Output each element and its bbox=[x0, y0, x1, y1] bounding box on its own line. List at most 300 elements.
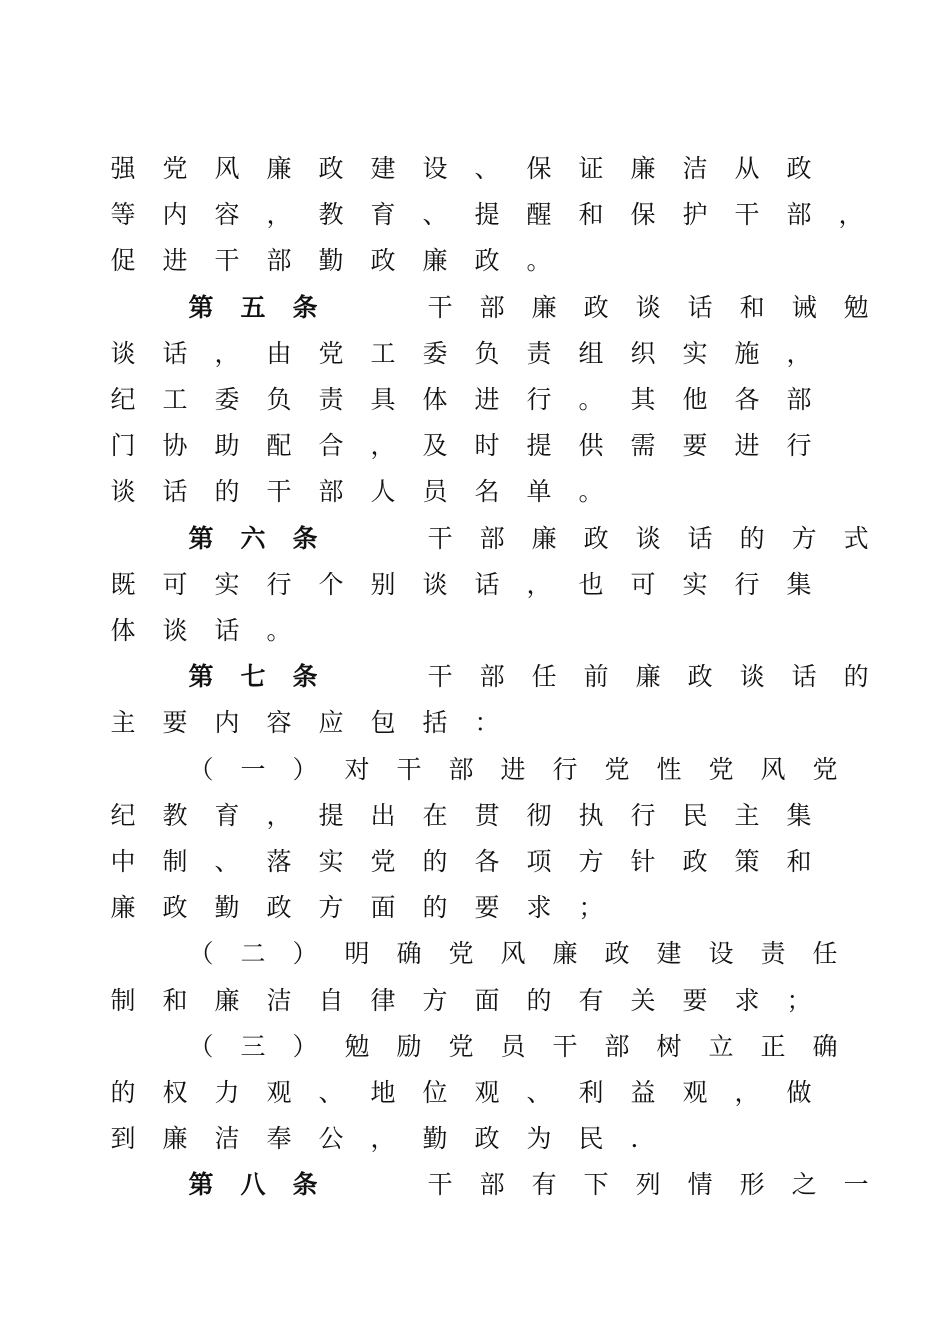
text-char: 确 bbox=[396, 939, 422, 969]
text-char: 个 bbox=[318, 569, 344, 599]
text-char: 进 bbox=[734, 431, 760, 461]
text-char: 洁 bbox=[266, 985, 292, 1015]
text-char: 合 bbox=[318, 431, 344, 461]
text-char: 正 bbox=[760, 1031, 786, 1061]
text-char: 育 bbox=[214, 800, 240, 830]
text-char: 单 bbox=[526, 477, 552, 507]
text-char: 明 bbox=[344, 939, 370, 969]
text-char: 部 bbox=[604, 1031, 630, 1061]
text-char: 进 bbox=[500, 754, 526, 784]
text-char: ） bbox=[292, 754, 318, 784]
text-char: 廉 bbox=[531, 292, 557, 322]
text-char: 部 bbox=[786, 200, 812, 230]
text-char: 干 bbox=[427, 662, 453, 692]
text-char: 责 bbox=[760, 939, 786, 969]
text-char: 和 bbox=[162, 985, 188, 1015]
text-char: 求 bbox=[734, 985, 760, 1015]
article-line bbox=[0, 1162, 950, 1208]
article-heading-char: 第 bbox=[188, 662, 214, 692]
text-char: 体 bbox=[422, 385, 448, 414]
text-char: 设 bbox=[422, 154, 448, 183]
text-line bbox=[0, 146, 950, 192]
text-char: 勉 bbox=[843, 292, 869, 322]
text-char: 确 bbox=[812, 1031, 838, 1061]
text-char: 、 bbox=[526, 1078, 552, 1107]
text-char: 民 bbox=[682, 800, 708, 830]
text-char: ； bbox=[578, 893, 604, 923]
article-heading-char: 条 bbox=[292, 662, 318, 692]
text-char: 强 bbox=[110, 154, 136, 183]
text-char: 方 bbox=[791, 523, 817, 553]
text-char: 干 bbox=[734, 200, 760, 230]
text-char: 集 bbox=[786, 800, 812, 830]
text-char: 政 bbox=[370, 246, 396, 276]
text-char: 部 bbox=[479, 292, 505, 322]
text-line bbox=[0, 377, 950, 423]
text-char: ， bbox=[370, 431, 396, 461]
text-char: 关 bbox=[630, 985, 656, 1015]
text-char: 有 bbox=[578, 985, 604, 1015]
text-char: 话 bbox=[687, 292, 713, 322]
text-char: 党 bbox=[604, 754, 630, 784]
text-char: 地 bbox=[370, 1078, 396, 1107]
text-char: 益 bbox=[630, 1078, 656, 1107]
text-line bbox=[0, 1116, 950, 1162]
text-line bbox=[0, 238, 950, 284]
text-line bbox=[0, 562, 950, 608]
text-char: 从 bbox=[734, 154, 760, 183]
text-char: 党 bbox=[812, 754, 838, 784]
text-char: 门 bbox=[110, 431, 136, 461]
text-char: 的 bbox=[843, 662, 869, 692]
text-char: 话 bbox=[474, 569, 500, 599]
text-char: ， bbox=[370, 1124, 396, 1154]
text-char: 实 bbox=[214, 569, 240, 599]
text-char: 、 bbox=[214, 847, 240, 876]
text-char: 的 bbox=[214, 477, 240, 507]
article-heading-char: 六 bbox=[240, 523, 266, 553]
text-char: 律 bbox=[370, 985, 396, 1015]
text-char: 部 bbox=[448, 754, 474, 784]
text-char: 式 bbox=[843, 523, 869, 553]
text-char: 他 bbox=[682, 385, 708, 414]
text-char: 任 bbox=[812, 939, 838, 969]
text-char: 要 bbox=[474, 893, 500, 923]
text-char: 名 bbox=[474, 477, 500, 507]
article-heading-char: 第 bbox=[188, 1170, 214, 1200]
text-char: 干 bbox=[214, 246, 240, 276]
text-char: ， bbox=[734, 1078, 760, 1107]
text-char: 廉 bbox=[266, 154, 292, 183]
article-heading-char: 八 bbox=[240, 1170, 266, 1200]
text-line bbox=[0, 700, 950, 746]
text-char: 保 bbox=[630, 200, 656, 230]
text-char: 进 bbox=[162, 246, 188, 276]
text-char: 部 bbox=[266, 246, 292, 276]
text-char: 求 bbox=[526, 893, 552, 923]
text-char: 建 bbox=[370, 154, 396, 183]
text-char: 勤 bbox=[214, 893, 240, 923]
text-char: ， bbox=[266, 800, 292, 830]
text-char: 励 bbox=[396, 1031, 422, 1061]
text-char: 员 bbox=[500, 1031, 526, 1061]
text-char: 谈 bbox=[110, 477, 136, 507]
text-char: 话 bbox=[687, 523, 713, 553]
text-char: 责 bbox=[318, 385, 344, 414]
text-char: 醒 bbox=[526, 200, 552, 230]
text-char: 组 bbox=[578, 338, 604, 368]
text-char: 谈 bbox=[635, 523, 661, 553]
text-line bbox=[0, 192, 950, 238]
article-line bbox=[0, 516, 950, 562]
text-char: ， bbox=[838, 200, 864, 230]
text-line bbox=[0, 978, 950, 1024]
text-char: 话 bbox=[162, 338, 188, 368]
text-char: 谈 bbox=[162, 616, 188, 645]
text-char: 织 bbox=[630, 338, 656, 368]
article-heading-char: 条 bbox=[292, 523, 318, 553]
text-char: 的 bbox=[110, 1078, 136, 1107]
text-char: 权 bbox=[162, 1078, 188, 1107]
text-char: 政 bbox=[687, 662, 713, 692]
text-char: 护 bbox=[682, 200, 708, 230]
text-char: 之 bbox=[791, 1170, 817, 1200]
text-char: 部 bbox=[479, 523, 505, 553]
text-line bbox=[0, 423, 950, 469]
text-char: 出 bbox=[370, 800, 396, 830]
text-char: 面 bbox=[370, 893, 396, 923]
text-line bbox=[0, 931, 950, 977]
text-char: 执 bbox=[578, 800, 604, 830]
text-char: （ bbox=[188, 939, 214, 969]
text-char: 和 bbox=[578, 200, 604, 230]
text-char: 教 bbox=[318, 200, 344, 230]
text-char: 各 bbox=[734, 385, 760, 414]
text-char: 干 bbox=[427, 1170, 453, 1200]
text-char: 、 bbox=[318, 1078, 344, 1107]
text-char: 其 bbox=[630, 385, 656, 414]
text-char: 行 bbox=[526, 385, 552, 414]
text-char: ） bbox=[292, 1031, 318, 1061]
text-char: 观 bbox=[682, 1078, 708, 1107]
text-char: 干 bbox=[427, 292, 453, 322]
text-char: 部 bbox=[479, 662, 505, 692]
text-char: 行 bbox=[786, 431, 812, 461]
text-char: 做 bbox=[786, 1078, 812, 1107]
text-char: 体 bbox=[110, 616, 136, 645]
text-char: ， bbox=[214, 338, 240, 368]
text-line bbox=[0, 1024, 950, 1070]
text-char: 进 bbox=[474, 385, 500, 414]
text-char: 到 bbox=[110, 1124, 136, 1154]
text-char: 奉 bbox=[266, 1124, 292, 1154]
text-char: 位 bbox=[422, 1078, 448, 1107]
text-char: 部 bbox=[786, 385, 812, 414]
text-char: 供 bbox=[578, 431, 604, 461]
text-char: 负 bbox=[266, 385, 292, 414]
text-char: 廉 bbox=[110, 893, 136, 923]
article-heading-char: 条 bbox=[292, 292, 318, 322]
text-char: 行 bbox=[630, 800, 656, 830]
text-char: 的 bbox=[422, 893, 448, 923]
text-char: 贯 bbox=[474, 800, 500, 830]
text-char: 员 bbox=[422, 477, 448, 507]
text-char: 列 bbox=[635, 1170, 661, 1200]
text-char: 干 bbox=[396, 754, 422, 784]
article-line bbox=[0, 654, 950, 700]
text-char: 有 bbox=[531, 1170, 557, 1200]
text-char: 证 bbox=[578, 154, 604, 183]
text-char: 的 bbox=[422, 847, 448, 876]
text-char: 设 bbox=[708, 939, 734, 969]
text-char: 中 bbox=[110, 847, 136, 876]
text-char: 政 bbox=[583, 292, 609, 322]
text-char: 容 bbox=[214, 200, 240, 230]
text-char: 委 bbox=[422, 338, 448, 368]
text-char: 勤 bbox=[318, 246, 344, 276]
text-line bbox=[0, 1070, 950, 1116]
text-char: 配 bbox=[266, 431, 292, 461]
text-char: 部 bbox=[318, 477, 344, 507]
text-line bbox=[0, 469, 950, 515]
text-char: 力 bbox=[214, 1078, 240, 1107]
text-char: 。 bbox=[266, 616, 292, 645]
text-char: 促 bbox=[110, 246, 136, 276]
text-char: 任 bbox=[531, 662, 557, 692]
text-char: 纪 bbox=[110, 800, 136, 830]
text-char: ） bbox=[292, 939, 318, 969]
text-char: 针 bbox=[630, 847, 656, 876]
text-char: 风 bbox=[760, 754, 786, 784]
text-char: 为 bbox=[526, 1124, 552, 1154]
text-char: 工 bbox=[370, 338, 396, 368]
text-char: 、 bbox=[422, 200, 448, 230]
text-char: 对 bbox=[344, 754, 370, 784]
text-char: 观 bbox=[474, 1078, 500, 1107]
text-char: 前 bbox=[583, 662, 609, 692]
text-char: ． bbox=[630, 1124, 656, 1154]
text-char: 具 bbox=[370, 385, 396, 414]
text-char: 别 bbox=[370, 569, 396, 599]
text-char: 方 bbox=[578, 847, 604, 876]
text-char: 洁 bbox=[682, 154, 708, 183]
text-char: 实 bbox=[682, 338, 708, 368]
text-char: 话 bbox=[791, 662, 817, 692]
text-char: 政 bbox=[266, 893, 292, 923]
text-char: 提 bbox=[318, 800, 344, 830]
text-char: 项 bbox=[526, 847, 552, 876]
text-char: 要 bbox=[162, 708, 188, 738]
text-char: 利 bbox=[578, 1078, 604, 1107]
text-char: 提 bbox=[474, 200, 500, 230]
text-char: 部 bbox=[479, 1170, 505, 1200]
text-char: 性 bbox=[656, 754, 682, 784]
text-char: 政 bbox=[162, 893, 188, 923]
text-char: 风 bbox=[500, 939, 526, 969]
text-char: 形 bbox=[739, 1170, 765, 1200]
text-char: 要 bbox=[682, 985, 708, 1015]
text-char: 谈 bbox=[739, 662, 765, 692]
text-char: 也 bbox=[578, 569, 604, 599]
text-char: ， bbox=[526, 569, 552, 599]
text-char: 廉 bbox=[552, 939, 578, 969]
text-char: 树 bbox=[656, 1031, 682, 1061]
text-char: 廉 bbox=[635, 662, 661, 692]
text-char: 方 bbox=[422, 985, 448, 1015]
text-char: 容 bbox=[266, 708, 292, 738]
text-char: 谈 bbox=[422, 569, 448, 599]
text-char: 。 bbox=[526, 246, 552, 276]
text-char: 自 bbox=[318, 985, 344, 1015]
text-char: 政 bbox=[474, 1124, 500, 1154]
text-char: 行 bbox=[734, 569, 760, 599]
text-char: 助 bbox=[214, 431, 240, 461]
text-char: 括 bbox=[422, 708, 448, 738]
text-char: 面 bbox=[474, 985, 500, 1015]
text-char: 制 bbox=[110, 985, 136, 1015]
text-char: 可 bbox=[162, 569, 188, 599]
text-char: 各 bbox=[474, 847, 500, 876]
text-char: 等 bbox=[110, 200, 136, 230]
text-char: 三 bbox=[240, 1031, 266, 1061]
text-char: 策 bbox=[734, 847, 760, 876]
text-char: 话 bbox=[162, 477, 188, 507]
text-char: 立 bbox=[708, 1031, 734, 1061]
text-line bbox=[0, 747, 950, 793]
text-char: 廉 bbox=[422, 246, 448, 276]
text-char: 政 bbox=[318, 154, 344, 183]
text-char: 情 bbox=[687, 1170, 713, 1200]
text-char: 政 bbox=[604, 939, 630, 969]
text-line bbox=[0, 793, 950, 839]
text-char: 责 bbox=[526, 338, 552, 368]
text-char: 保 bbox=[526, 154, 552, 183]
text-char: 。 bbox=[578, 477, 604, 507]
text-char: 党 bbox=[448, 939, 474, 969]
text-char: 主 bbox=[110, 708, 136, 738]
text-char: 主 bbox=[734, 800, 760, 830]
text-char: 彻 bbox=[526, 800, 552, 830]
text-char: 内 bbox=[162, 200, 188, 230]
text-char: 工 bbox=[162, 385, 188, 414]
text-char: 党 bbox=[708, 754, 734, 784]
text-char: 育 bbox=[370, 200, 396, 230]
text-char: 谈 bbox=[635, 292, 661, 322]
text-char: 的 bbox=[526, 985, 552, 1015]
text-char: ； bbox=[786, 985, 812, 1015]
text-char: 下 bbox=[583, 1170, 609, 1200]
text-char: ， bbox=[786, 338, 812, 368]
text-char: 干 bbox=[427, 523, 453, 553]
text-char: 干 bbox=[266, 477, 292, 507]
article-heading-char: 条 bbox=[292, 1170, 318, 1200]
text-char: 话 bbox=[214, 616, 240, 645]
text-char: 落 bbox=[266, 847, 292, 876]
text-char: 委 bbox=[214, 385, 240, 414]
text-char: 诫 bbox=[791, 292, 817, 322]
text-char: 协 bbox=[162, 431, 188, 461]
text-line bbox=[0, 608, 950, 654]
article-heading-char: 七 bbox=[240, 662, 266, 692]
text-line bbox=[0, 839, 950, 885]
text-char: 行 bbox=[266, 569, 292, 599]
text-char: 行 bbox=[552, 754, 578, 784]
text-char: 由 bbox=[266, 338, 292, 368]
text-char: （ bbox=[188, 1031, 214, 1061]
text-line bbox=[0, 331, 950, 377]
text-char: 建 bbox=[656, 939, 682, 969]
text-char: 勤 bbox=[422, 1124, 448, 1154]
text-char: 应 bbox=[318, 708, 344, 738]
text-char: 政 bbox=[583, 523, 609, 553]
text-char: 二 bbox=[240, 939, 266, 969]
text-char: 制 bbox=[162, 847, 188, 876]
text-char: 施 bbox=[734, 338, 760, 368]
text-char: 干 bbox=[552, 1031, 578, 1061]
text-char: 廉 bbox=[630, 154, 656, 183]
text-char: 党 bbox=[162, 154, 188, 183]
text-char: 教 bbox=[162, 800, 188, 830]
text-char: 负 bbox=[474, 338, 500, 368]
text-char: 勉 bbox=[344, 1031, 370, 1061]
text-char: 。 bbox=[578, 385, 604, 414]
text-char: 党 bbox=[448, 1031, 474, 1061]
text-char: 提 bbox=[526, 431, 552, 461]
text-char: 集 bbox=[786, 569, 812, 599]
text-char: ： bbox=[474, 708, 500, 738]
text-char: 廉 bbox=[162, 1124, 188, 1154]
text-char: 既 bbox=[110, 569, 136, 599]
text-char: （ bbox=[188, 754, 214, 784]
text-char: 纪 bbox=[110, 385, 136, 414]
text-char: 和 bbox=[786, 847, 812, 876]
text-char: 实 bbox=[318, 847, 344, 876]
text-char: 廉 bbox=[531, 523, 557, 553]
text-char: 政 bbox=[682, 847, 708, 876]
text-char: 时 bbox=[474, 431, 500, 461]
text-char: 需 bbox=[630, 431, 656, 461]
text-char: 政 bbox=[786, 154, 812, 183]
text-char: 一 bbox=[843, 1170, 869, 1200]
text-char: 在 bbox=[422, 800, 448, 830]
text-char: 要 bbox=[682, 431, 708, 461]
article-heading-char: 第 bbox=[188, 523, 214, 553]
text-char: 公 bbox=[318, 1124, 344, 1154]
text-char: 党 bbox=[318, 338, 344, 368]
text-char: 观 bbox=[266, 1078, 292, 1107]
text-char: 和 bbox=[739, 292, 765, 322]
text-char: 谈 bbox=[110, 338, 136, 368]
text-char: 、 bbox=[474, 154, 500, 183]
text-char: ， bbox=[266, 200, 292, 230]
text-char: 民 bbox=[578, 1124, 604, 1154]
text-line bbox=[0, 885, 950, 931]
text-char: 廉 bbox=[214, 985, 240, 1015]
text-char: 一 bbox=[240, 754, 266, 784]
text-char: 政 bbox=[474, 246, 500, 276]
text-char: 包 bbox=[370, 708, 396, 738]
text-char: 洁 bbox=[214, 1124, 240, 1154]
text-char: 内 bbox=[214, 708, 240, 738]
article-line bbox=[0, 285, 950, 331]
text-char: 人 bbox=[370, 477, 396, 507]
text-char: 方 bbox=[318, 893, 344, 923]
text-char: 实 bbox=[682, 569, 708, 599]
article-heading-char: 第 bbox=[188, 292, 214, 322]
text-char: 风 bbox=[214, 154, 240, 183]
text-char: 党 bbox=[370, 847, 396, 876]
article-heading-char: 五 bbox=[240, 292, 266, 322]
